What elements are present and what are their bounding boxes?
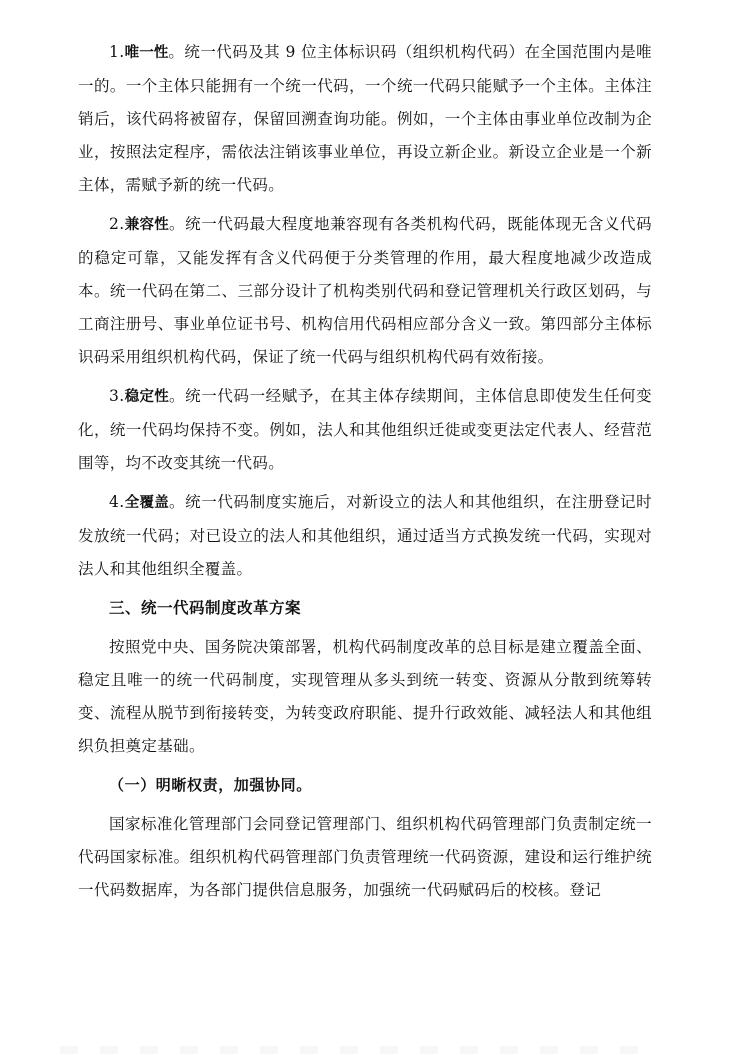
- item-term: 唯一性: [124, 45, 169, 61]
- item-number: 4.: [109, 493, 125, 511]
- item-text: 。统一代码一经赋予，在其主体存续期间，主体信息即使发生任何变化，统一代码均保持不变。例如，法人和其他组织迁徙或变更法定代表人、经营范围等，均不改变其统一代码。: [78, 387, 652, 472]
- section-paragraph: 按照党中央、国务院决策部署，机构代码制度改革的总目标是建立覆盖全面、稳定且唯一的统一代码制度，实现管理从多头到统一转变、资源从分散到统筹转变、流程从脱节到衔接转变，为转变政府职能、提升行政效能、减轻法人和其他组织负担奠定基础。: [78, 638, 652, 755]
- item-term: 全覆盖: [124, 495, 170, 511]
- document-body: [78, 36, 652, 913]
- scan-artifact: [60, 1046, 660, 1054]
- item-uniqueness: [78, 36, 652, 202]
- item-compatibility: [78, 208, 652, 374]
- subsection-heading: （一）明晰权责，加强协同。: [109, 776, 312, 794]
- item-stability: [78, 380, 652, 480]
- item-text: 。统一代码及其 9 位主体标识码（组织机构代码）在全国范围内是唯一的。一个主体只能拥有一个统一代码，一个统一代码只能赋予一个主体。主体注销后，该代码将被留存，保留回溯查询功能。例如，一个主体由事业单位改制为企业，按照法定程序，需依法注销该事业单位，再设立新企业。新设立企业是一个新主体，需赋予新的统一代码。: [78, 43, 652, 194]
- item-text: 。统一代码最大程度地兼容现有各类机构代码，既能体现无含义代码的稳定可靠，又能发挥有含义代码便于分类管理的作用，最大程度地减少改造成本。统一代码在第二、三部分设计了机构类别代码和登记管理机关行政区划码，与工商注册号、事业单位证书号、机构信用代码相应部分含义一致。第四部分主体标识码采用组织机构代码，保证了统一代码与组织机构代码有效衔接。: [78, 215, 652, 366]
- item-text: 。统一代码制度实施后，对新设立的法人和其他组织，在注册登记时发放统一代码；对已设立的法人和其他组织，通过适当方式换发统一代码，实现对法人和其他组织全覆盖。: [78, 493, 652, 578]
- section-heading: 三、统一代码制度改革方案: [109, 599, 302, 617]
- item-term: 稳定性: [124, 389, 170, 405]
- subsection-paragraph: 国家标准化管理部门会同登记管理部门、组织机构代码管理部门负责制定统一代码国家标准。组织机构代码管理部门负责管理统一代码资源，建设和运行维护统一代码数据库，为各部门提供信息服务，加强统一代码赋码后的校核。登记: [78, 815, 652, 899]
- item-full-coverage: [78, 486, 652, 586]
- item-number: 3.: [109, 387, 125, 405]
- item-term: 兼容性: [124, 217, 170, 233]
- item-number: 2.: [109, 215, 125, 233]
- item-number: 1.: [109, 43, 125, 61]
